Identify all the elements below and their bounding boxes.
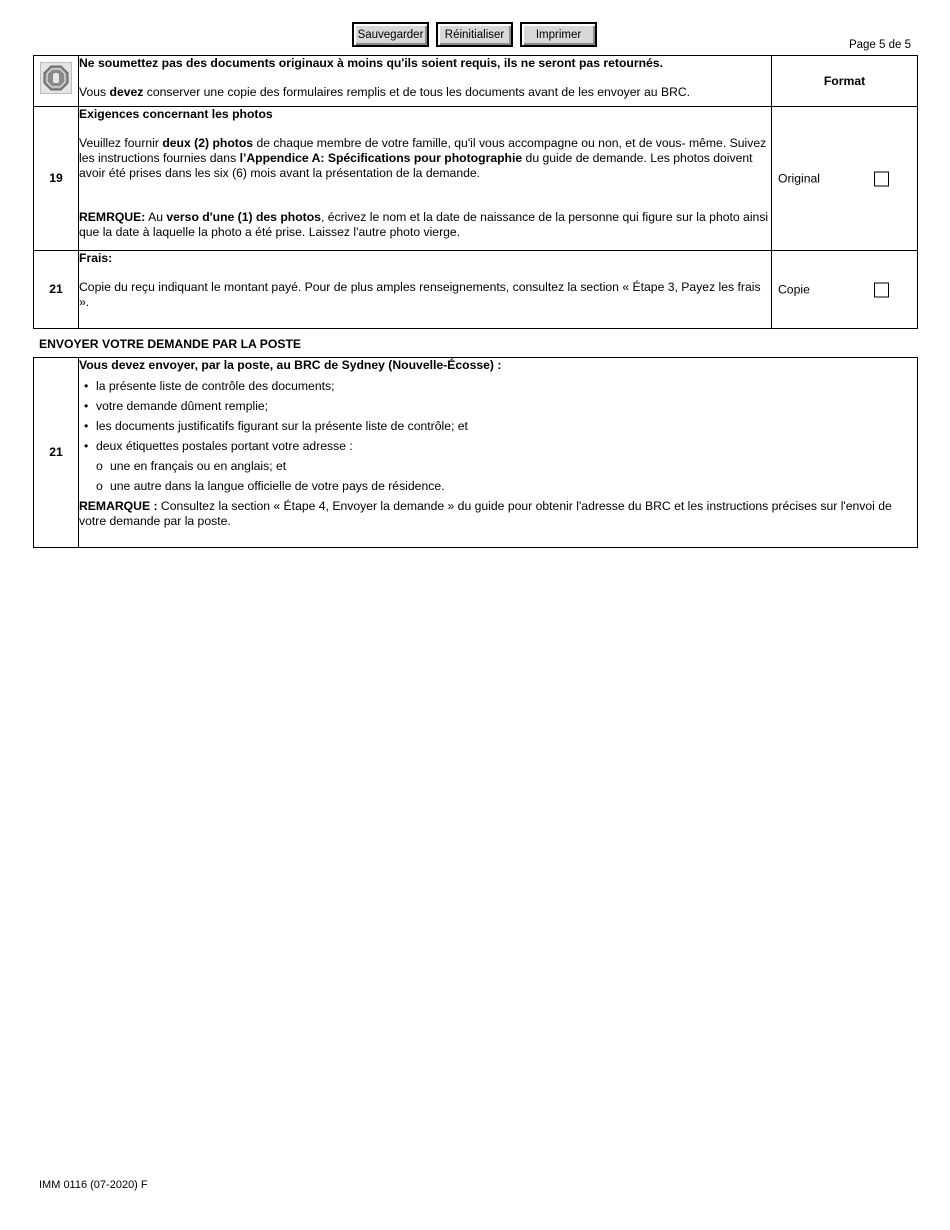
photo-instructions: Veuillez fournir deux (2) photos de chaque membre de votre famille, qu'il vous accompagne ou non, et de vous- même. Suivez les instructions fournies dans l’Appendice A: Spécifications pour photographie du guide de demande. Les photos doivent avoir été prises dans les six (6) mois avant la présentation de la demande. <box>79 136 767 180</box>
list-item: • la présente liste de contrôle des documents; <box>79 379 917 394</box>
format-label: Copie <box>778 282 810 296</box>
document-checklist-table <box>33 55 918 329</box>
table-row <box>34 107 918 251</box>
row-title: Frais: <box>79 251 113 265</box>
mail-note: REMARQUE : Consultez la section « Étape 4, Envoyer la demande » du guide pour obtenir l'adresse du BRC et les instructions précises sur l'envoi de votre demande par la poste. <box>79 499 892 528</box>
originals-warning: Ne soumettez pas des documents originaux à moins qu'ils soient requis, ils ne seront pas retournés. <box>79 56 663 70</box>
format-cell <box>772 251 918 329</box>
mail-instructions-table <box>33 357 918 548</box>
stop-sign-icon <box>40 62 72 94</box>
list-item: • votre demande dûment remplie; <box>79 399 917 414</box>
print-button[interactable]: Imprimer <box>520 22 597 47</box>
mail-instructions-cell <box>79 358 918 548</box>
row-number: 19 <box>34 107 79 251</box>
icon-cell <box>34 56 79 107</box>
list-subitem: o une autre dans la langue officielle de votre pays de résidence. <box>79 479 917 494</box>
reset-button[interactable]: Réinitialiser <box>436 22 513 47</box>
form-code: IMM 0116 (07-2020) F <box>39 1179 148 1191</box>
row-number: 21 <box>34 358 79 548</box>
warning-cell <box>79 56 772 107</box>
table-row <box>34 358 918 548</box>
photo-requirements-cell <box>79 107 772 251</box>
fees-cell <box>79 251 772 329</box>
format-header: Format <box>772 56 918 107</box>
keep-copy-note: Vous devez conserver une copie des formulaires remplis et de tous les documents avant de les envoyer au BRC. <box>79 85 691 99</box>
list-subitem: o une en français ou en anglais; et <box>79 459 917 474</box>
save-button[interactable]: Sauvegarder <box>352 22 429 47</box>
row-number: 21 <box>34 251 79 329</box>
mail-items-list <box>79 379 917 494</box>
row-title: Exigences concernant les photos <box>79 107 273 121</box>
list-item: • deux étiquettes postales portant votre adresse : <box>79 439 917 454</box>
copy-checkbox[interactable] <box>874 282 889 297</box>
mail-title: Vous devez envoyer, par la poste, au BRC de Sydney (Nouvelle-Écosse) : <box>79 358 502 372</box>
table-row <box>34 251 918 329</box>
format-cell <box>772 107 918 251</box>
photo-note: REMRQUE: Au verso d'une (1) des photos, écrivez le nom et la date de naissance de la personne qui figure sur la photo ainsi que la date à laquelle la photo a été prise. Laissez l'autre photo vierge. <box>79 210 769 239</box>
mail-section-heading: ENVOYER VOTRE DEMANDE PAR LA POSTE <box>39 337 302 351</box>
page-number: Page 5 de 5 <box>848 39 911 51</box>
format-label: Original <box>778 171 820 185</box>
original-checkbox[interactable] <box>874 171 889 186</box>
fees-description: Copie du reçu indiquant le montant payé. Pour de plus amples renseignements, consultez la section « Étape 3, Payez les frais ». <box>79 280 761 309</box>
list-item: • les documents justificatifs figurant sur la présente liste de contrôle; et <box>79 419 917 434</box>
table-header-row <box>34 56 918 107</box>
